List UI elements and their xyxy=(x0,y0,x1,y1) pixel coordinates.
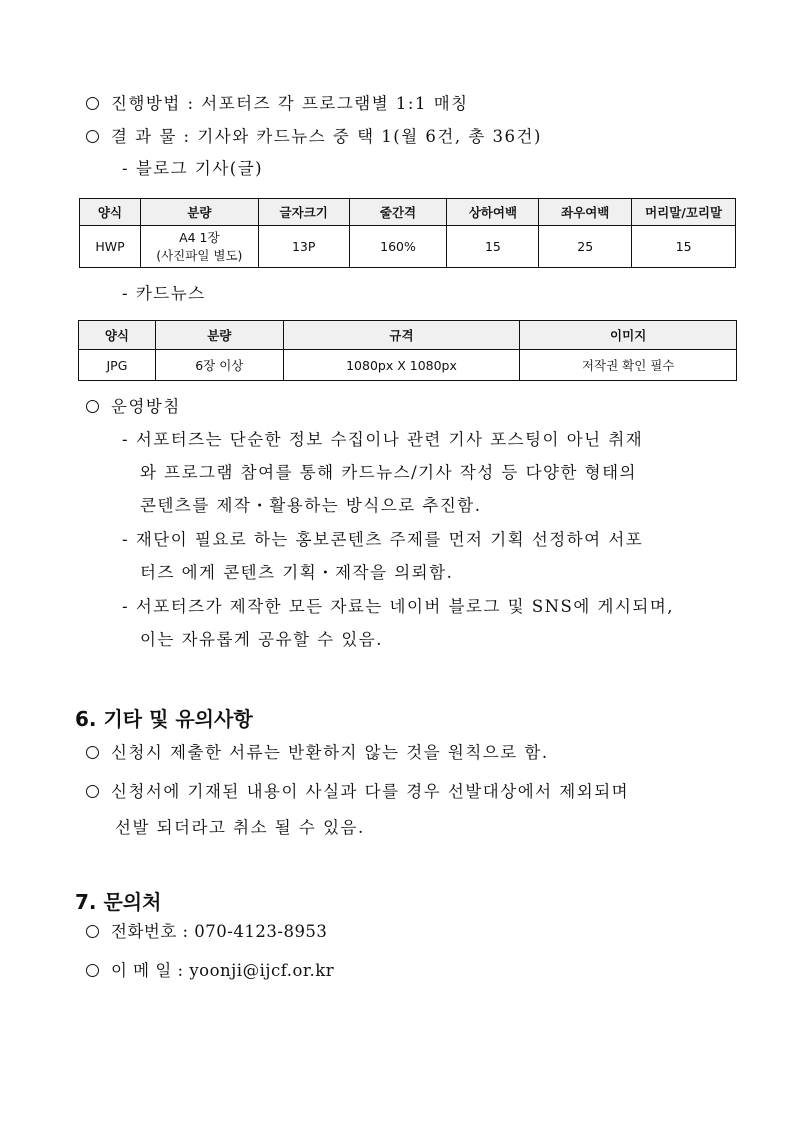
cardnews-label: - 카드뉴스 xyxy=(122,284,206,303)
header-cell: 분량 xyxy=(140,199,258,226)
operation-line: - 서포터즈는 단순한 정보 수집이나 관련 기사 포스팅이 아닌 취재 xyxy=(122,430,644,449)
section-6-text: 신청시 제출한 서류는 반환하지 않는 것을 원칙으로 함. xyxy=(111,743,549,762)
section-6-item xyxy=(86,781,629,803)
cell-tb-margin: 15 xyxy=(447,226,539,268)
amount-line2: (사진파일 별도) xyxy=(156,247,243,263)
cell-size: 1080px X 1080px xyxy=(283,350,520,381)
operation-item xyxy=(86,396,181,418)
header-cell: 규격 xyxy=(283,321,520,350)
cell-amount xyxy=(140,226,258,268)
operation-line: - 재단이 필요로 하는 홍보콘텐츠 주제를 먼저 기획 선정하여 서포 xyxy=(122,530,644,549)
cardnews-spec-table xyxy=(78,320,737,381)
method-item xyxy=(86,93,469,115)
operation-line: 이는 자유롭게 공유할 수 있음. xyxy=(140,630,383,649)
header-cell: 상하여백 xyxy=(447,199,539,226)
method-text: 진행방법 : 서포터즈 각 프로그램별 1:1 매칭 xyxy=(111,94,469,113)
cell-header-footer: 15 xyxy=(632,226,736,268)
header-cell: 줄간격 xyxy=(349,199,447,226)
circle-bullet-icon xyxy=(86,400,99,413)
blog-label: - 블로그 기사(글) xyxy=(122,159,264,178)
circle-bullet-icon xyxy=(86,925,99,938)
operation-text: 운영방침 xyxy=(111,397,181,416)
result-item xyxy=(86,126,542,148)
circle-bullet-icon xyxy=(86,130,99,143)
result-text: 결 과 물 : 기사와 카드뉴스 중 택 1(월 6건, 총 36건) xyxy=(111,127,542,146)
contact-email: 이 메 일 : yoonji@ijcf.or.kr xyxy=(111,961,335,980)
circle-bullet-icon xyxy=(86,964,99,977)
cell-line-spacing: 160% xyxy=(349,226,447,268)
section-6-text: 신청서에 기재된 내용이 사실과 다를 경우 선발대상에서 제외되며 xyxy=(111,782,630,801)
header-cell: 글자크기 xyxy=(258,199,349,226)
header-cell: 분량 xyxy=(155,321,283,350)
amount-line1: A4 1장 xyxy=(179,229,220,245)
header-cell: 양식 xyxy=(80,199,141,226)
contact-phone-item xyxy=(86,921,327,943)
table-header-row xyxy=(80,199,736,226)
operation-line: 콘텐츠를 제작・활용하는 방식으로 추진함. xyxy=(140,496,482,515)
section-6-cont: 선발 되더라고 취소 될 수 있음. xyxy=(115,818,365,837)
section-7-title: 7. 문의처 xyxy=(75,890,162,914)
cell-image: 저작권 확인 필수 xyxy=(520,350,737,381)
header-cell: 좌우여백 xyxy=(539,199,632,226)
table-header-row xyxy=(79,321,737,350)
cell-lr-margin: 25 xyxy=(539,226,632,268)
operation-line: - 서포터즈가 제작한 모든 자료는 네이버 블로그 및 SNS에 게시되며, xyxy=(122,597,675,616)
cell-amount: 6장 이상 xyxy=(155,350,283,381)
cell-format: HWP xyxy=(80,226,141,268)
circle-bullet-icon xyxy=(86,746,99,759)
circle-bullet-icon xyxy=(86,97,99,110)
header-cell: 이미지 xyxy=(520,321,737,350)
contact-phone: 전화번호 : 070-4123-8953 xyxy=(111,922,328,941)
section-6-title: 6. 기타 및 유의사항 xyxy=(75,707,253,731)
cell-format: JPG xyxy=(79,350,156,381)
blog-spec-table xyxy=(79,198,736,268)
header-cell: 양식 xyxy=(79,321,156,350)
section-6-item xyxy=(86,742,549,764)
operation-line: 터즈 에게 콘텐츠 기획・제작을 의뢰함. xyxy=(140,563,454,582)
operation-line: 와 프로그램 참여를 통해 카드뉴스/기사 작성 등 다양한 형태의 xyxy=(140,463,637,482)
table-row xyxy=(79,350,737,381)
header-cell: 머리말/꼬리말 xyxy=(632,199,736,226)
table-row xyxy=(80,226,736,268)
cell-font-size: 13P xyxy=(258,226,349,268)
circle-bullet-icon xyxy=(86,785,99,798)
contact-email-item xyxy=(86,960,334,982)
